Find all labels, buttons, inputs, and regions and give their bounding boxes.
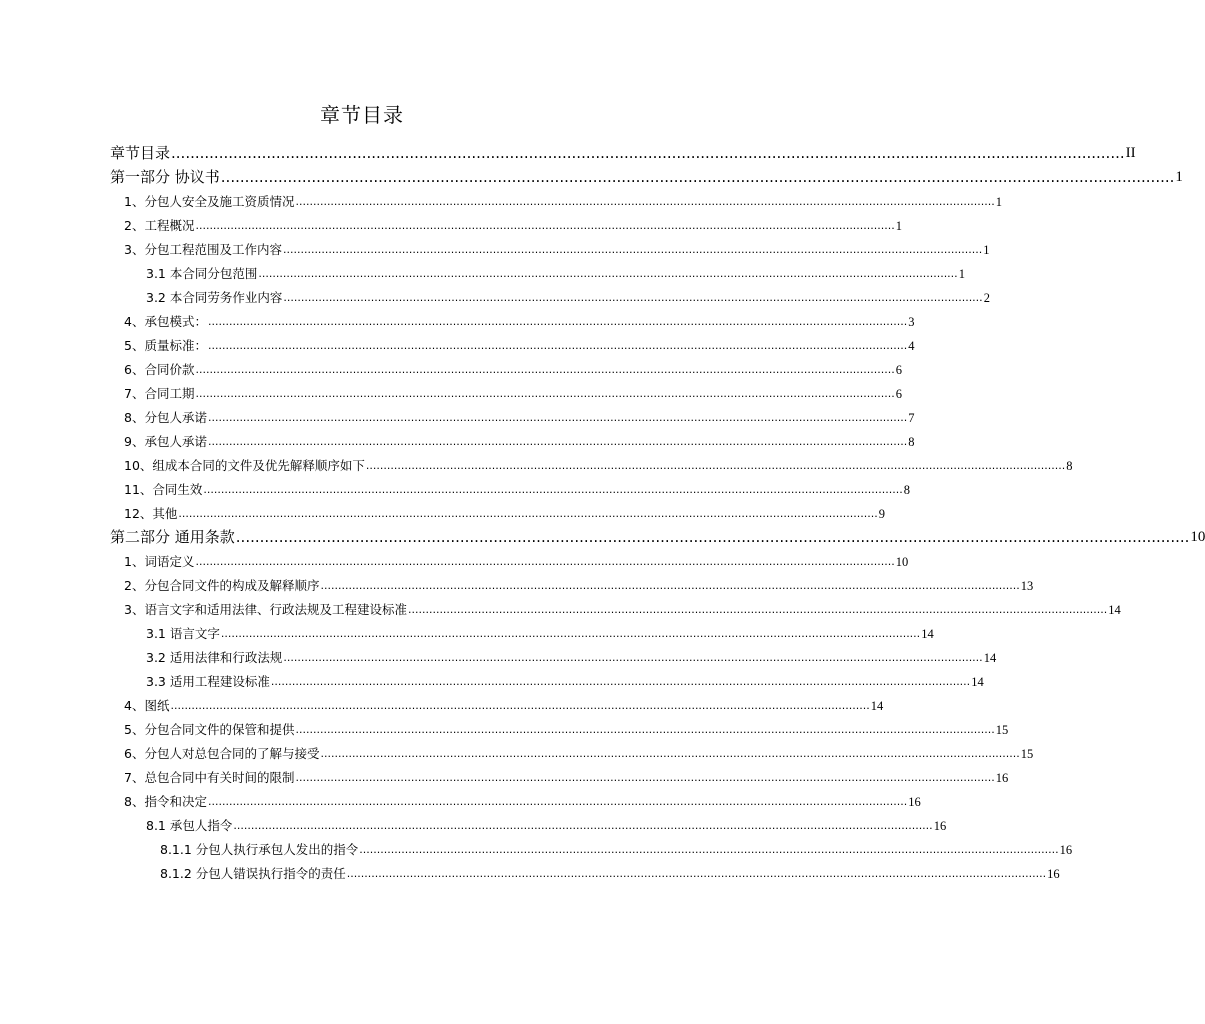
toc-entry[interactable] xyxy=(124,596,1121,620)
toc-entry-label: 8、分包人承诺 xyxy=(124,410,207,425)
toc-entry-label: 5、质量标准： xyxy=(124,338,207,353)
toc-entry-label: 8.1 承包人指令 xyxy=(146,818,233,833)
toc-page-number: 1 xyxy=(995,195,1003,209)
toc-entry[interactable] xyxy=(110,164,1183,188)
toc-entry[interactable] xyxy=(146,668,984,692)
toc-page-number: 16 xyxy=(933,819,947,833)
toc-entry-label: 3.2 本合同劳务作业内容 xyxy=(146,290,283,305)
toc-dot-leader: ........................................................................................................................................................................................................ xyxy=(207,435,908,448)
toc-dot-leader: ........................................................................................................................................................................................................ xyxy=(283,651,983,664)
toc-entry-label: 6、分包人对总包合同的了解与接受 xyxy=(124,746,320,761)
toc-entry[interactable] xyxy=(124,716,1009,740)
toc-page-number: 3 xyxy=(908,315,915,329)
toc-entry-label: 5、分包合同文件的保管和提供 xyxy=(124,722,295,737)
toc-entry[interactable] xyxy=(124,308,915,332)
toc-entry[interactable] xyxy=(124,740,1034,764)
toc-page-number: 10 xyxy=(895,555,909,569)
toc-dot-leader: ........................................................................................................................................................................................................ xyxy=(258,267,958,280)
toc-dot-leader: ........................................................................................................................................................................................................ xyxy=(195,219,895,232)
toc-dot-leader: ........................................................................................................................................................................................................ xyxy=(359,843,1059,856)
page-title: 章节目录 xyxy=(320,103,404,127)
toc-dot-leader: ........................................................................................................................................................................................................ xyxy=(220,168,1175,186)
toc-page-number: 14 xyxy=(983,651,997,665)
toc-page-number: 15 xyxy=(995,723,1009,737)
toc-dot-leader: ........................................................................................................................................................................................................ xyxy=(195,387,895,400)
toc-dot-leader: ........................................................................................................................................................................................................ xyxy=(295,771,995,784)
toc-entry[interactable] xyxy=(146,284,990,308)
toc-entry[interactable] xyxy=(146,620,934,644)
toc-dot-leader: ........................................................................................................................................................................................................ xyxy=(171,144,1125,162)
toc-entry-label: 3.2 适用法律和行政法规 xyxy=(146,650,283,665)
toc-entry-label: 11、合同生效 xyxy=(124,482,203,497)
toc-page-number: 8 xyxy=(903,483,910,497)
toc-entry[interactable] xyxy=(110,524,1205,548)
toc-page-number: 8 xyxy=(1066,459,1073,473)
toc-entry-label: 1、词语定义 xyxy=(124,554,195,569)
toc-dot-leader: ........................................................................................................................................................................................................ xyxy=(295,723,995,736)
toc-entry[interactable] xyxy=(124,476,910,500)
toc-entry-label: 9、承包人承诺 xyxy=(124,434,207,449)
toc-entry-label: 7、总包合同中有关时间的限制 xyxy=(124,770,295,785)
toc-dot-leader: ........................................................................................................................................................................................................ xyxy=(235,528,1190,546)
toc-page-number: 9 xyxy=(878,507,885,521)
toc-entry-label: 8.1.1 分包人执行承包人发出的指令 xyxy=(160,842,359,857)
toc-entry[interactable] xyxy=(124,236,990,260)
toc-page-number: 16 xyxy=(1047,867,1060,881)
toc-page-number: 7 xyxy=(908,411,915,425)
toc-entry[interactable] xyxy=(124,572,1034,596)
toc-dot-leader: ........................................................................................................................................................................................................ xyxy=(195,363,895,376)
toc-dot-leader: ........................................................................................................................................................................................................ xyxy=(282,243,983,256)
toc-page-number: 2 xyxy=(983,291,990,305)
toc-entry-label: 12、其他 xyxy=(124,506,178,521)
toc-entry[interactable] xyxy=(146,644,997,668)
toc-entry[interactable] xyxy=(124,452,1073,476)
toc-dot-leader: ........................................................................................................................................................................................................ xyxy=(207,795,908,808)
toc-page-number: 10 xyxy=(1190,529,1205,545)
toc-page-number: 8 xyxy=(908,435,915,449)
toc-entry[interactable] xyxy=(124,212,903,236)
toc-dot-leader: ........................................................................................................................................................................................................ xyxy=(320,747,1020,760)
toc-dot-leader: ........................................................................................................................................................................................................ xyxy=(207,339,908,352)
toc-entry-label: 8、指令和决定 xyxy=(124,794,207,809)
toc-dot-leader: ........................................................................................................................................................................................................ xyxy=(233,819,933,832)
toc-entry[interactable] xyxy=(124,404,915,428)
toc-page-number: 14 xyxy=(870,699,884,713)
toc-entry[interactable] xyxy=(146,260,965,284)
toc-entry[interactable] xyxy=(110,140,1136,164)
toc-entry[interactable] xyxy=(146,812,947,836)
toc-entry-label: 7、合同工期 xyxy=(124,386,195,401)
toc-dot-leader: ........................................................................................................................................................................................................ xyxy=(195,555,895,568)
toc-entry-label: 3、分包工程范围及工作内容 xyxy=(124,242,282,257)
toc-dot-leader: ........................................................................................................................................................................................................ xyxy=(407,603,1108,616)
toc-entry[interactable] xyxy=(160,860,1060,884)
toc-entry-label: 1、分包人安全及施工资质情况 xyxy=(124,194,295,209)
toc-page-number: II xyxy=(1125,145,1136,161)
toc-entry-label: 2、分包合同文件的构成及解释顺序 xyxy=(124,578,320,593)
toc-entry-label: 4、承包模式： xyxy=(124,314,207,329)
toc-entry-label: 第二部分 通用条款 xyxy=(110,528,235,546)
toc-entry[interactable] xyxy=(124,188,1003,212)
toc-entry[interactable] xyxy=(124,380,903,404)
toc-page-number: 14 xyxy=(971,675,984,689)
toc-page-number: 16 xyxy=(1059,843,1073,857)
toc-dot-leader: ........................................................................................................................................................................................................ xyxy=(270,675,971,688)
toc-page-number: 1 xyxy=(895,219,903,233)
toc-entry[interactable] xyxy=(124,356,903,380)
toc-dot-leader: ........................................................................................................................................................................................................ xyxy=(283,291,983,304)
toc-page-number: 1 xyxy=(983,243,990,257)
toc-dot-leader: ........................................................................................................................................................................................................ xyxy=(207,315,908,328)
toc-entry[interactable] xyxy=(124,332,915,356)
toc-page-number: 4 xyxy=(908,339,915,353)
toc-page-number: 16 xyxy=(995,771,1009,785)
toc-entry[interactable] xyxy=(124,692,884,716)
toc-entry[interactable] xyxy=(160,836,1073,860)
toc-entry-label: 8.1.2 分包人错误执行指令的责任 xyxy=(160,866,346,881)
toc-dot-leader: ........................................................................................................................................................................................................ xyxy=(178,507,878,520)
toc-page-number: 16 xyxy=(908,795,921,809)
toc-entry-label: 章节目录 xyxy=(110,144,171,162)
toc-dot-leader: ........................................................................................................................................................................................................ xyxy=(207,411,908,424)
toc-dot-leader: ........................................................................................................................................................................................................ xyxy=(295,195,995,208)
toc-page-number: 13 xyxy=(1020,579,1034,593)
toc-entry-label: 6、合同价款 xyxy=(124,362,195,377)
toc-page-number: 6 xyxy=(895,387,903,401)
toc-page-number: 6 xyxy=(895,363,903,377)
toc-entry-label: 4、图纸 xyxy=(124,698,170,713)
toc-entry-label: 10、组成本合同的文件及优先解释顺序如下 xyxy=(124,458,365,473)
toc-page-number: 1 xyxy=(958,267,965,281)
toc-dot-leader: ........................................................................................................................................................................................................ xyxy=(320,579,1020,592)
toc-page-number: 1 xyxy=(1175,169,1183,185)
toc-dot-leader: ........................................................................................................................................................................................................ xyxy=(365,459,1066,472)
toc-dot-leader: ........................................................................................................................................................................................................ xyxy=(170,699,870,712)
toc-entry[interactable] xyxy=(124,428,915,452)
toc-entry-label: 3.3 适用工程建设标准 xyxy=(146,674,270,689)
toc-entry-label: 3、语言文字和适用法律、行政法规及工程建设标准 xyxy=(124,602,407,617)
toc-entry-label: 2、工程概况 xyxy=(124,218,195,233)
toc-dot-leader: ........................................................................................................................................................................................................ xyxy=(346,867,1047,880)
toc-entry[interactable] xyxy=(124,764,1009,788)
toc-entry-label: 第一部分 协议书 xyxy=(110,168,220,186)
toc-page-number: 15 xyxy=(1020,747,1034,761)
toc-entry[interactable] xyxy=(124,500,885,524)
toc-entry-label: 3.1 语言文字 xyxy=(146,626,220,641)
toc-entry[interactable] xyxy=(124,788,921,812)
toc-dot-leader: ........................................................................................................................................................................................................ xyxy=(220,627,921,640)
toc-entry[interactable] xyxy=(124,548,909,572)
toc-page-number: 14 xyxy=(1108,603,1121,617)
toc-entry-label: 3.1 本合同分包范围 xyxy=(146,266,258,281)
toc-page-number: 14 xyxy=(921,627,934,641)
toc-dot-leader: ........................................................................................................................................................................................................ xyxy=(203,483,903,496)
